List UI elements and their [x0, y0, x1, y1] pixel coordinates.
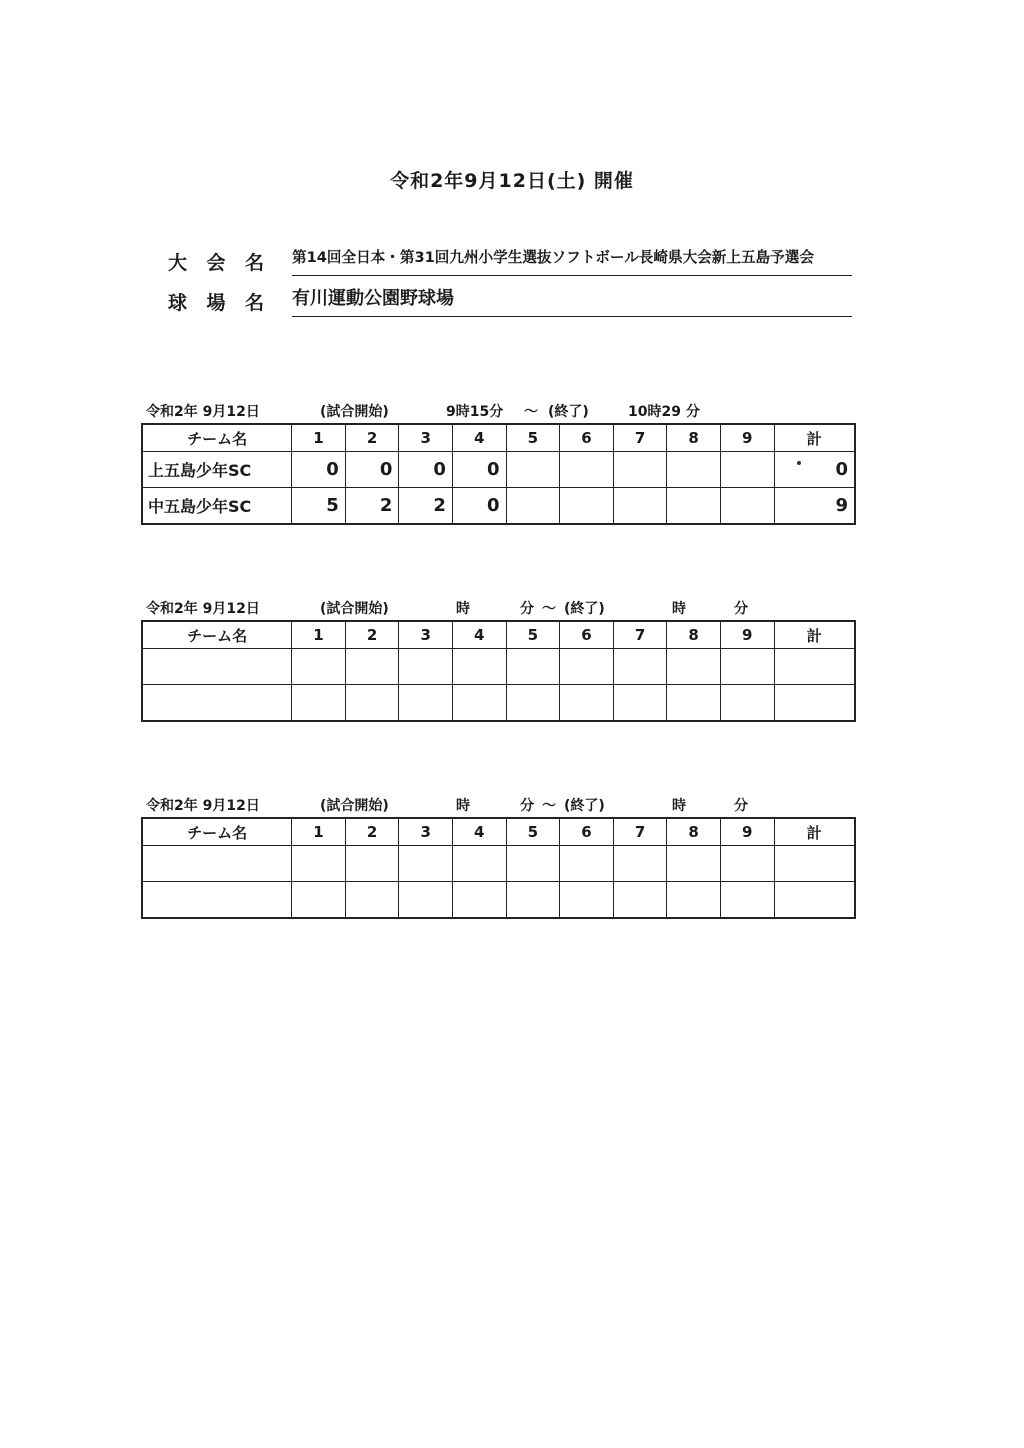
- tilde: ～: [542, 798, 556, 814]
- tournament-label: [168, 248, 264, 275]
- inning-score: [506, 882, 560, 919]
- inning-header: 8: [667, 818, 721, 846]
- table-row: [142, 452, 855, 488]
- inning-score: [560, 685, 614, 722]
- inning-header: 5: [506, 424, 560, 452]
- inning-score: [506, 452, 560, 488]
- inning-header: 4: [452, 818, 506, 846]
- end-label: (終了): [564, 798, 605, 814]
- inning-score: 0: [452, 452, 506, 488]
- inning-score: [613, 452, 667, 488]
- inning-score: 0: [292, 452, 346, 488]
- inning-score: [720, 882, 774, 919]
- inning-header: 7: [613, 424, 667, 452]
- label-char: 大: [168, 252, 188, 274]
- inning-header: 6: [560, 424, 614, 452]
- inning-header: 9: [720, 818, 774, 846]
- end-hour: 時: [672, 798, 686, 814]
- team-name: 中五島少年SC: [142, 488, 292, 525]
- table-row: [142, 685, 855, 722]
- table-row: [142, 488, 855, 525]
- inning-score: [506, 846, 560, 882]
- inning-header: 1: [292, 621, 346, 649]
- team-header: チーム名: [142, 818, 292, 846]
- end-label: (終了): [564, 601, 605, 617]
- table-row: [142, 882, 855, 919]
- start-min: 分: [520, 601, 534, 617]
- header-row: [142, 424, 855, 452]
- start-min: 分: [520, 798, 534, 814]
- inning-score: [720, 685, 774, 722]
- total-header: 計: [774, 818, 855, 846]
- inning-score: [345, 846, 399, 882]
- inning-score: [560, 846, 614, 882]
- end-min: 分: [734, 601, 748, 617]
- start-hour: 時: [456, 601, 470, 617]
- inning-score: [399, 882, 453, 919]
- inning-score: [560, 882, 614, 919]
- inning-score: [667, 685, 721, 722]
- inning-score: [506, 685, 560, 722]
- game-date: 令和2年 9月12日: [146, 798, 260, 814]
- inning-score: 0: [452, 488, 506, 525]
- score-table-2: [141, 620, 856, 722]
- inning-header: 3: [399, 424, 453, 452]
- inning-score: [720, 846, 774, 882]
- inning-header: 9: [720, 424, 774, 452]
- inning-score: [667, 846, 721, 882]
- inning-score: [667, 649, 721, 685]
- team-name: 上五島少年SC: [142, 452, 292, 488]
- inning-header: 1: [292, 818, 346, 846]
- tilde: ～: [542, 601, 556, 617]
- inning-score: [292, 685, 346, 722]
- inning-score: [613, 846, 667, 882]
- inning-score: [292, 846, 346, 882]
- inning-header: 8: [667, 424, 721, 452]
- inning-header: 5: [506, 818, 560, 846]
- team-name: [142, 649, 292, 685]
- total-header: 計: [774, 424, 855, 452]
- start-hour: 時: [456, 798, 470, 814]
- game-date: 令和2年 9月12日: [146, 601, 260, 617]
- inning-score: [399, 846, 453, 882]
- label-char: 名: [244, 252, 264, 274]
- inning-score: [613, 649, 667, 685]
- inning-score: [613, 488, 667, 525]
- inning-score: [667, 882, 721, 919]
- team-header: チーム名: [142, 621, 292, 649]
- inning-score: [452, 882, 506, 919]
- score-table-3: [141, 817, 856, 919]
- inning-score: 2: [399, 488, 453, 525]
- header-row: [142, 621, 855, 649]
- inning-score: [720, 649, 774, 685]
- inning-score: [345, 649, 399, 685]
- team-name: [142, 685, 292, 722]
- total-score: [774, 882, 855, 919]
- label-char: 名: [244, 292, 264, 314]
- tournament-name: 第14回全日本・第31回九州小学生選抜ソフトボール長崎県大会新上五島予選会: [292, 246, 852, 276]
- inning-score: 5: [292, 488, 346, 525]
- inning-score: [613, 882, 667, 919]
- inning-header: 5: [506, 621, 560, 649]
- inning-score: [667, 488, 721, 525]
- team-name: [142, 846, 292, 882]
- total-score: [774, 649, 855, 685]
- inning-header: 9: [720, 621, 774, 649]
- inning-score: [452, 649, 506, 685]
- inning-header: 2: [345, 818, 399, 846]
- inning-header: 4: [452, 621, 506, 649]
- team-name: [142, 882, 292, 919]
- start-time: 9時15分: [446, 404, 504, 420]
- inning-score: [399, 685, 453, 722]
- end-label: (終了): [548, 404, 589, 420]
- page-title: 令和2年9月12日(土) 開催: [390, 170, 634, 192]
- inning-score: [345, 685, 399, 722]
- inning-score: [560, 649, 614, 685]
- inning-score: [613, 685, 667, 722]
- inning-score: [720, 452, 774, 488]
- tilde: ～: [524, 404, 538, 420]
- end-min: 分: [734, 798, 748, 814]
- inning-header: 3: [399, 621, 453, 649]
- total-score: 9: [774, 488, 855, 525]
- table-row: [142, 846, 855, 882]
- stray-mark: [797, 461, 801, 465]
- inning-header: 6: [560, 818, 614, 846]
- total-header: 計: [774, 621, 855, 649]
- game-date: 令和2年 9月12日: [146, 404, 260, 420]
- inning-score: 0: [345, 452, 399, 488]
- inning-score: [667, 452, 721, 488]
- table-row: [142, 649, 855, 685]
- total-score: 0: [774, 452, 855, 488]
- inning-score: [720, 488, 774, 525]
- start-label: (試合開始): [320, 404, 389, 420]
- inning-score: [506, 488, 560, 525]
- end-hour: 時: [672, 601, 686, 617]
- inning-score: [452, 846, 506, 882]
- end-time: 10時29 分: [628, 404, 700, 420]
- inning-score: [292, 882, 346, 919]
- team-header: チーム名: [142, 424, 292, 452]
- label-char: 場: [206, 292, 226, 314]
- start-label: (試合開始): [320, 601, 389, 617]
- inning-header: 6: [560, 621, 614, 649]
- inning-score: [452, 685, 506, 722]
- inning-header: 7: [613, 818, 667, 846]
- inning-score: [292, 649, 346, 685]
- start-label: (試合開始): [320, 798, 389, 814]
- inning-score: [399, 649, 453, 685]
- venue-label: [168, 288, 264, 315]
- inning-score: [506, 649, 560, 685]
- inning-header: 8: [667, 621, 721, 649]
- inning-score: 0: [399, 452, 453, 488]
- header-row: [142, 818, 855, 846]
- score-table-1: [141, 423, 856, 525]
- total-score: [774, 846, 855, 882]
- inning-score: 2: [345, 488, 399, 525]
- label-char: 球: [168, 292, 188, 314]
- inning-header: 4: [452, 424, 506, 452]
- inning-header: 3: [399, 818, 453, 846]
- inning-header: 2: [345, 424, 399, 452]
- inning-header: 1: [292, 424, 346, 452]
- inning-score: [560, 452, 614, 488]
- inning-header: 2: [345, 621, 399, 649]
- label-char: 会: [206, 252, 226, 274]
- venue-name: 有川運動公園野球場: [292, 284, 852, 317]
- total-score: [774, 685, 855, 722]
- inning-header: 7: [613, 621, 667, 649]
- inning-score: [560, 488, 614, 525]
- inning-score: [345, 882, 399, 919]
